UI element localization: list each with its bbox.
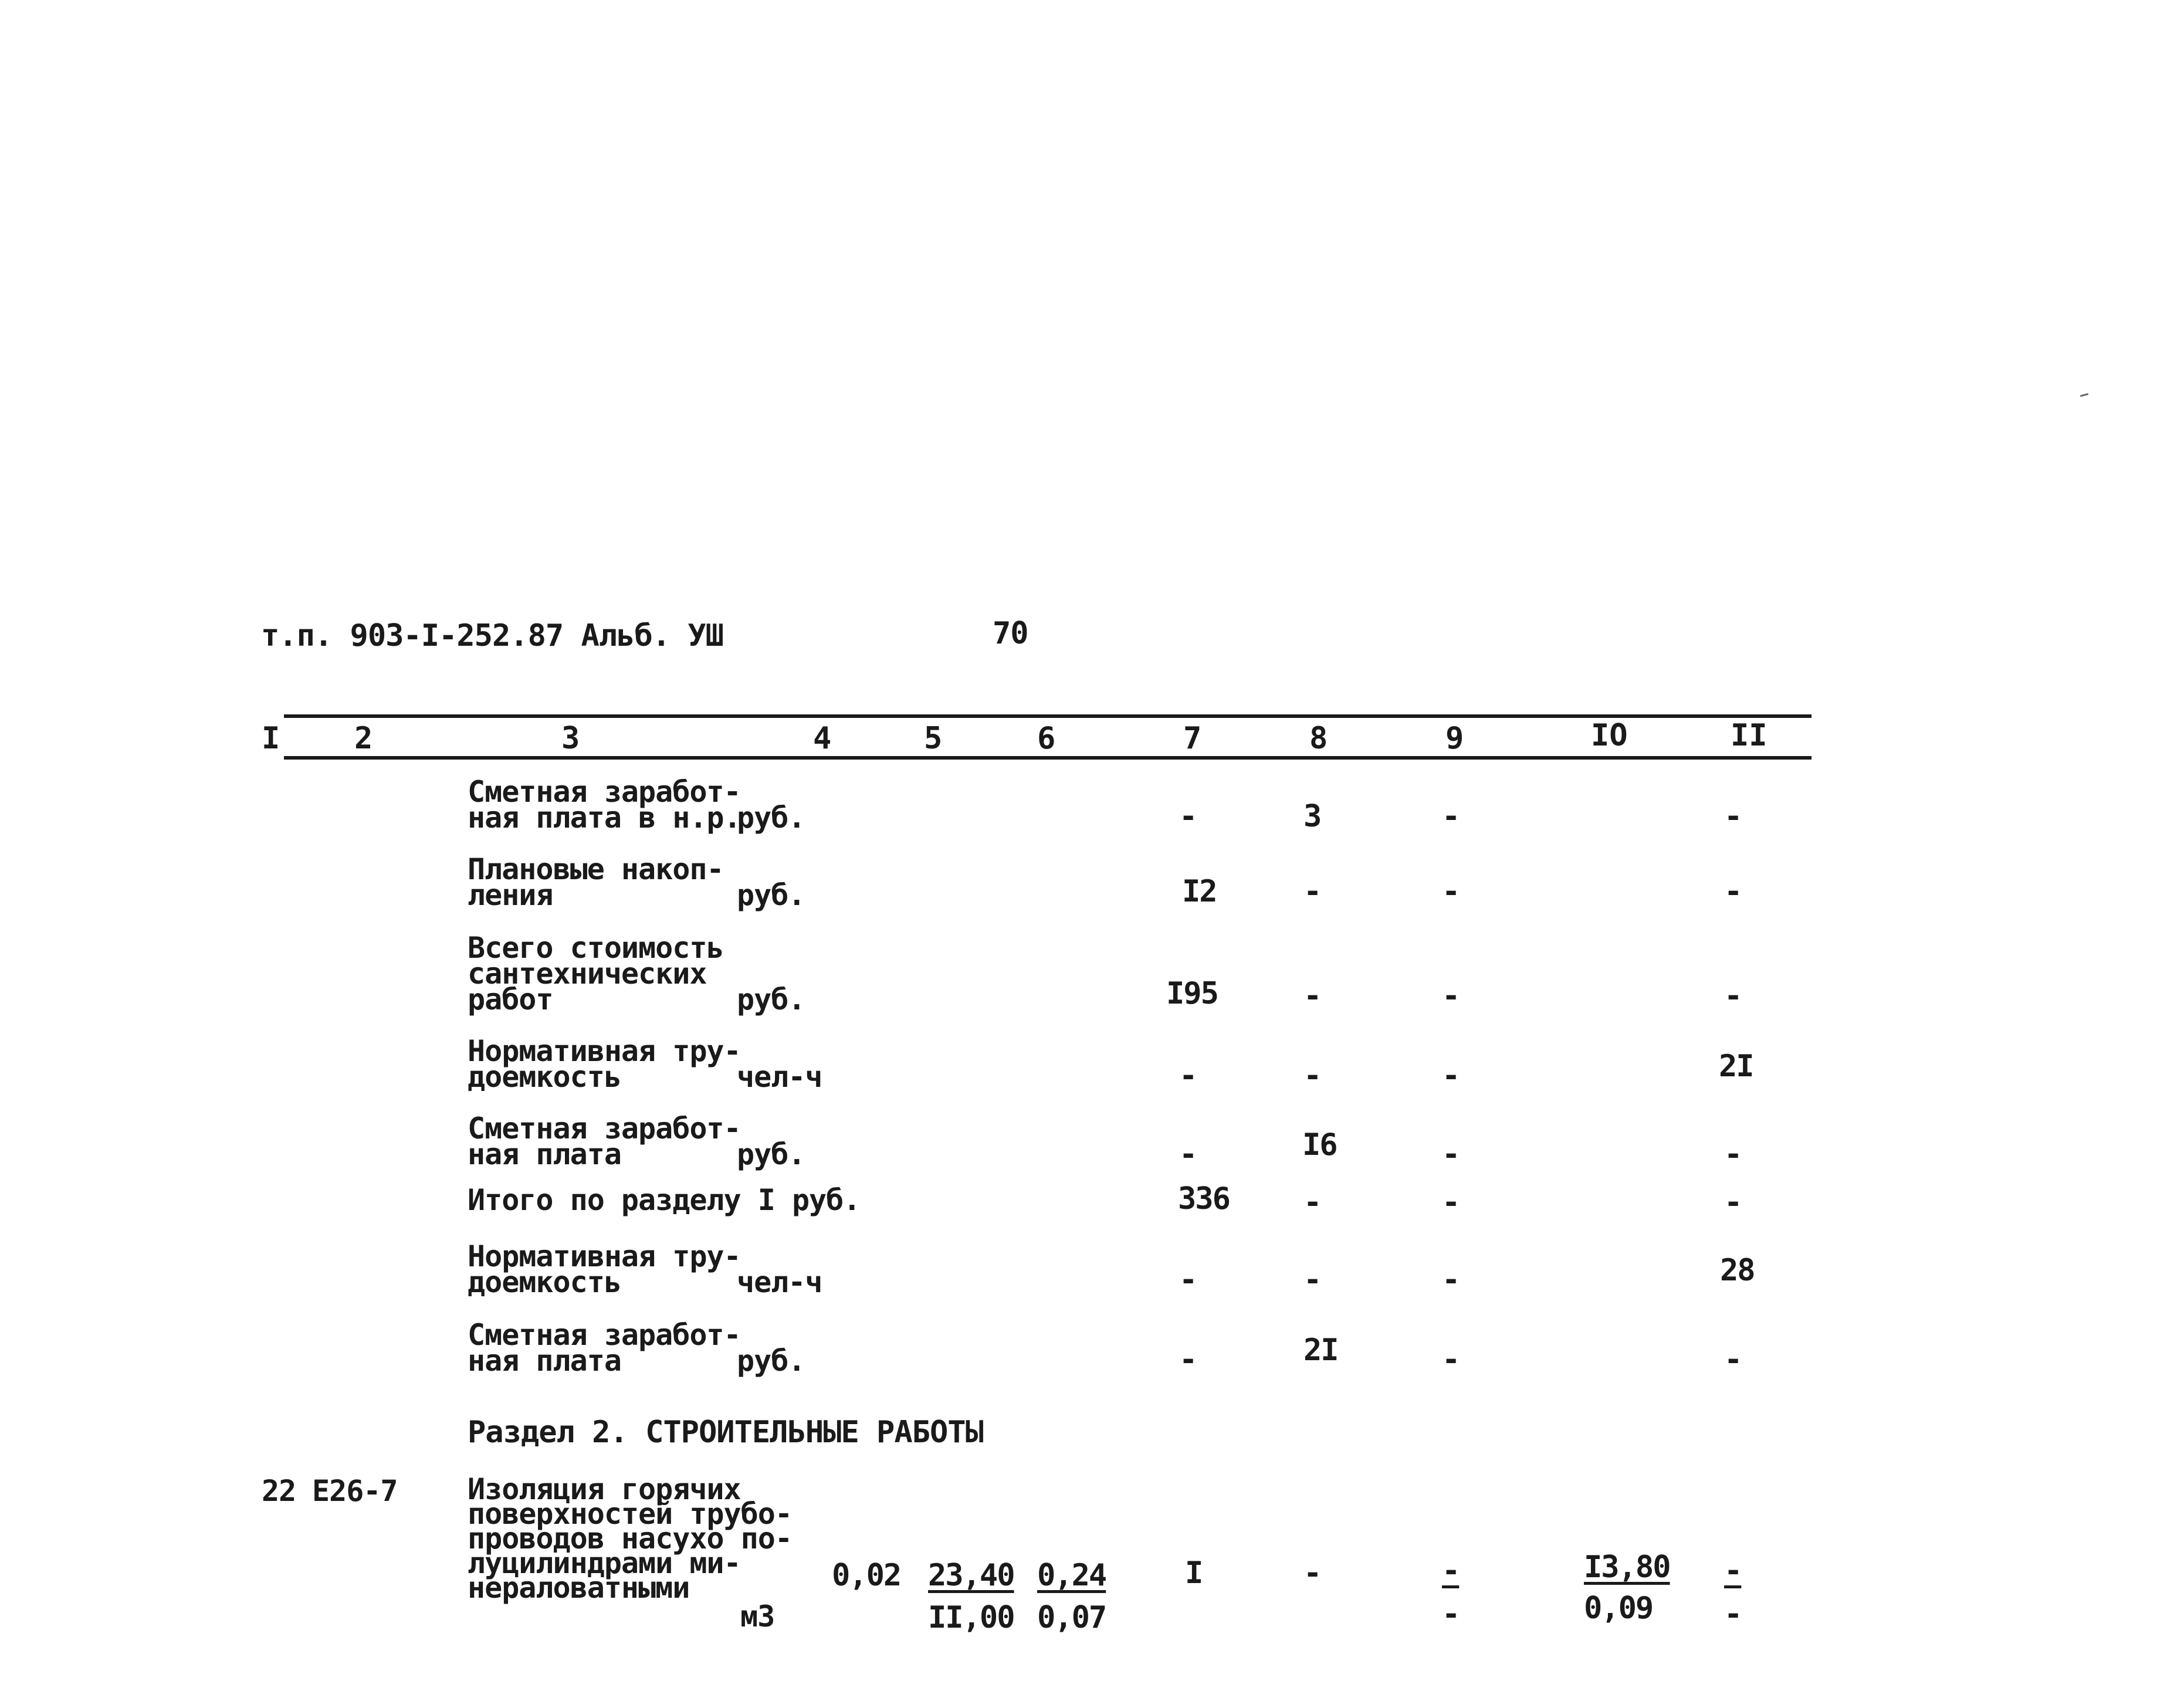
column-header-11: II	[1731, 718, 1768, 753]
cell-col9: -	[1442, 978, 1460, 1014]
column-header-7: 7	[1183, 721, 1202, 756]
scan-artifact	[2080, 393, 2088, 397]
cell-col7: -	[1179, 1262, 1197, 1297]
row-unit: руб.	[737, 1344, 805, 1378]
cell-col8: I6	[1302, 1127, 1337, 1163]
cell-col4: 0,02	[832, 1558, 901, 1593]
item-number: 22	[262, 1474, 296, 1508]
row-label: Нормативная тру- доемкость	[468, 1239, 741, 1299]
cell-col7: -	[1179, 799, 1197, 834]
cell-col11: -	[1724, 1185, 1742, 1220]
cell-col11: -	[1724, 1137, 1742, 1172]
cell-col8: 3	[1303, 799, 1321, 834]
column-header-1: I	[262, 721, 280, 756]
cell-col9: -	[1442, 1058, 1460, 1093]
table-top-rule	[284, 714, 1812, 718]
cell-col8: -	[1303, 978, 1321, 1014]
row-unit: руб.	[737, 878, 805, 912]
cell-col11: -	[1724, 799, 1742, 834]
cell-col9: -	[1442, 874, 1460, 909]
row-label: Плановые накоп- ления	[468, 852, 724, 912]
cell-col9: -	[1442, 1342, 1460, 1377]
cell-col9: -	[1442, 1262, 1460, 1297]
item-unit: м3	[740, 1599, 775, 1634]
cell-col7: -	[1179, 1342, 1197, 1377]
item-code: Е26-7	[312, 1474, 398, 1508]
cell-col11: -	[1724, 874, 1742, 909]
cell-col9: -	[1442, 1185, 1460, 1220]
cell-col5-top: 23,40	[928, 1558, 1014, 1593]
cell-col11: 2I	[1719, 1049, 1753, 1084]
row-label: Сметная заработ- ная плата в н.р.	[468, 775, 741, 835]
cell-col6-bottom: 0,07	[1037, 1600, 1106, 1635]
cell-col7: I2	[1182, 874, 1217, 909]
row-label: Сметная заработ- ная плата	[468, 1111, 741, 1171]
cell-col11-top: -	[1724, 1553, 1742, 1588]
row-unit: чел-ч	[737, 1265, 822, 1299]
cell-col7: -	[1179, 1137, 1197, 1172]
column-header-9: 9	[1445, 721, 1464, 756]
cell-col8: 2I	[1303, 1333, 1338, 1368]
cell-col6-top: 0,24	[1037, 1558, 1106, 1593]
cell-col7: -	[1179, 1058, 1197, 1093]
cell-col9-top: -	[1442, 1553, 1460, 1588]
column-header-5: 5	[924, 721, 943, 756]
cell-col8: -	[1303, 874, 1321, 909]
column-header-4: 4	[813, 721, 832, 756]
cell-col7: 336	[1178, 1181, 1230, 1216]
document-reference: т.п. 903-I-252.87 Альб. УШ	[261, 618, 723, 653]
cell-col11: -	[1724, 978, 1742, 1014]
item-description: Изоляция горячих поверхностей трубо- проводов насухо по- луцилиндрами ми- нераловатными	[468, 1472, 792, 1605]
cell-col9: -	[1442, 1137, 1460, 1172]
column-header-3: 3	[561, 721, 580, 756]
column-header-10: IO	[1591, 718, 1628, 753]
cell-col8: -	[1303, 1262, 1321, 1297]
cell-col5-bottom: II,00	[928, 1600, 1014, 1635]
row-label: Сметная заработ- ная плата	[468, 1318, 741, 1378]
cell-col10-top: I3,80	[1584, 1550, 1670, 1585]
cell-col8: -	[1303, 1185, 1321, 1220]
column-header-8: 8	[1309, 721, 1328, 756]
column-header-6: 6	[1037, 721, 1056, 756]
row-unit: чел-ч	[737, 1060, 822, 1094]
page-number: 70	[993, 616, 1028, 651]
column-header-2: 2	[354, 721, 373, 756]
cell-col8: -	[1303, 1058, 1321, 1093]
cell-col8: -	[1303, 1556, 1321, 1591]
row-unit: руб.	[737, 982, 805, 1016]
row-label: Итого по разделу I руб.	[468, 1183, 861, 1217]
cell-col10-bottom: 0,09	[1584, 1591, 1653, 1626]
row-label: Нормативная тру- доемкость	[468, 1034, 741, 1094]
cell-col7: I	[1185, 1556, 1203, 1591]
cell-col7: I95	[1166, 976, 1218, 1011]
cell-col9: -	[1442, 799, 1460, 834]
section-heading: Раздел 2. СТРОИТЕЛЬНЫЕ РАБОТЫ	[468, 1415, 983, 1450]
cell-col11: 28	[1720, 1253, 1755, 1288]
row-unit: руб.	[737, 801, 805, 835]
row-unit: руб.	[737, 1137, 805, 1171]
cell-col11-bottom: -	[1724, 1597, 1742, 1632]
table-header-rule	[284, 756, 1812, 760]
cell-col11: -	[1724, 1342, 1742, 1377]
row-label: Всего стоимость сантехнических работ	[468, 931, 724, 1016]
cell-col9-bottom: -	[1442, 1597, 1460, 1632]
